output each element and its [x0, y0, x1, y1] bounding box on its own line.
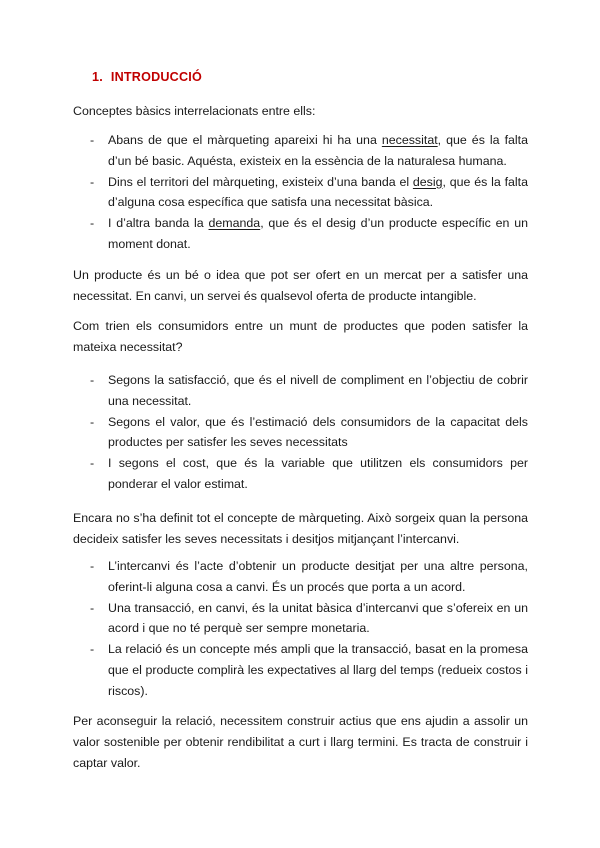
- term-necessitat: necessitat: [381, 133, 438, 147]
- concepts-list: [73, 130, 528, 255]
- list-item: - Segons la satisfacció, que és el nivell de compliment en l’objectiu de cobrir una necessitat.: [90, 373, 528, 408]
- list-item: - Abans de que el màrqueting apareixi hi ha una necessitat, que és la falta d’un bé basic. Aquésta, existeix en la essència de la naturalesa humana.: [90, 133, 528, 168]
- paragraph-question: Com trien els consumidors entre un munt de productes que poden satisfer la mateixa necessitat?: [73, 319, 528, 354]
- list-item: - Dins el territori del màrqueting, existeix d’una banda el desig, que és la falta d’alguna cosa específica que satisfa una necessitat bàsica.: [90, 174, 528, 210]
- paragraph-relacio: Per aconseguir la relació, necessitem construir actius que ens ajudin a assolir un valor sostenible per obtenir rendibilitat a curt i llarg termini. Es tracta de construir i captar valor.: [73, 714, 528, 770]
- section-title: INTRODUCCIÓ: [110, 70, 202, 84]
- intro-paragraph: Conceptes bàsics interrelacionats entre ells:: [73, 104, 316, 118]
- section-number: 1.: [92, 70, 103, 84]
- list-item: - Segons el valor, que és l’estimació dels consumidors de la capacitat dels productes per satisfer les seves necessitats: [90, 414, 528, 450]
- exchange-list: [73, 556, 528, 702]
- section-heading: [92, 70, 202, 84]
- list-item: - Una transacció, en canvi, és la unitat bàsica d’intercanvi que s’ofereix en un acord i que no té perquè ser sempre monetaria.: [90, 600, 528, 636]
- term-desig: desig: [412, 174, 443, 189]
- list-item: - I d’altra banda la demanda, que és el desig d’un producte específic en un moment donat.: [90, 216, 529, 251]
- list-item: - I segons el cost, que és la variable que utilitzen els consumidors per ponderar el valor estimat.: [90, 456, 528, 491]
- criteria-list: [73, 370, 528, 495]
- term-demanda: demanda: [208, 216, 261, 231]
- list-item: - La relació és un concepte més ampli que la transacció, basat en la promesa que el producte complirà les expectatives al llarg del temps (redueix costos i riscos).: [90, 642, 528, 698]
- paragraph-marqueting: Encara no s’ha definit tot el concepte de màrqueting. Això sorgeix quan la persona decideix satisfer les seves necessitats i desitjos mitjançant l’intercanvi.: [73, 511, 528, 546]
- list-item: - L’intercanvi és l’acte d’obtenir un producte desitjat per una altre persona, oferint-li alguna cosa a canvi. És un procés que porta a un acord.: [90, 559, 528, 594]
- paragraph-producte: Un producte és un bé o idea que pot ser ofert en un mercat per a satisfer una necessitat. En canvi, un servei és qualsevol oferta de producte intangible.: [73, 268, 528, 303]
